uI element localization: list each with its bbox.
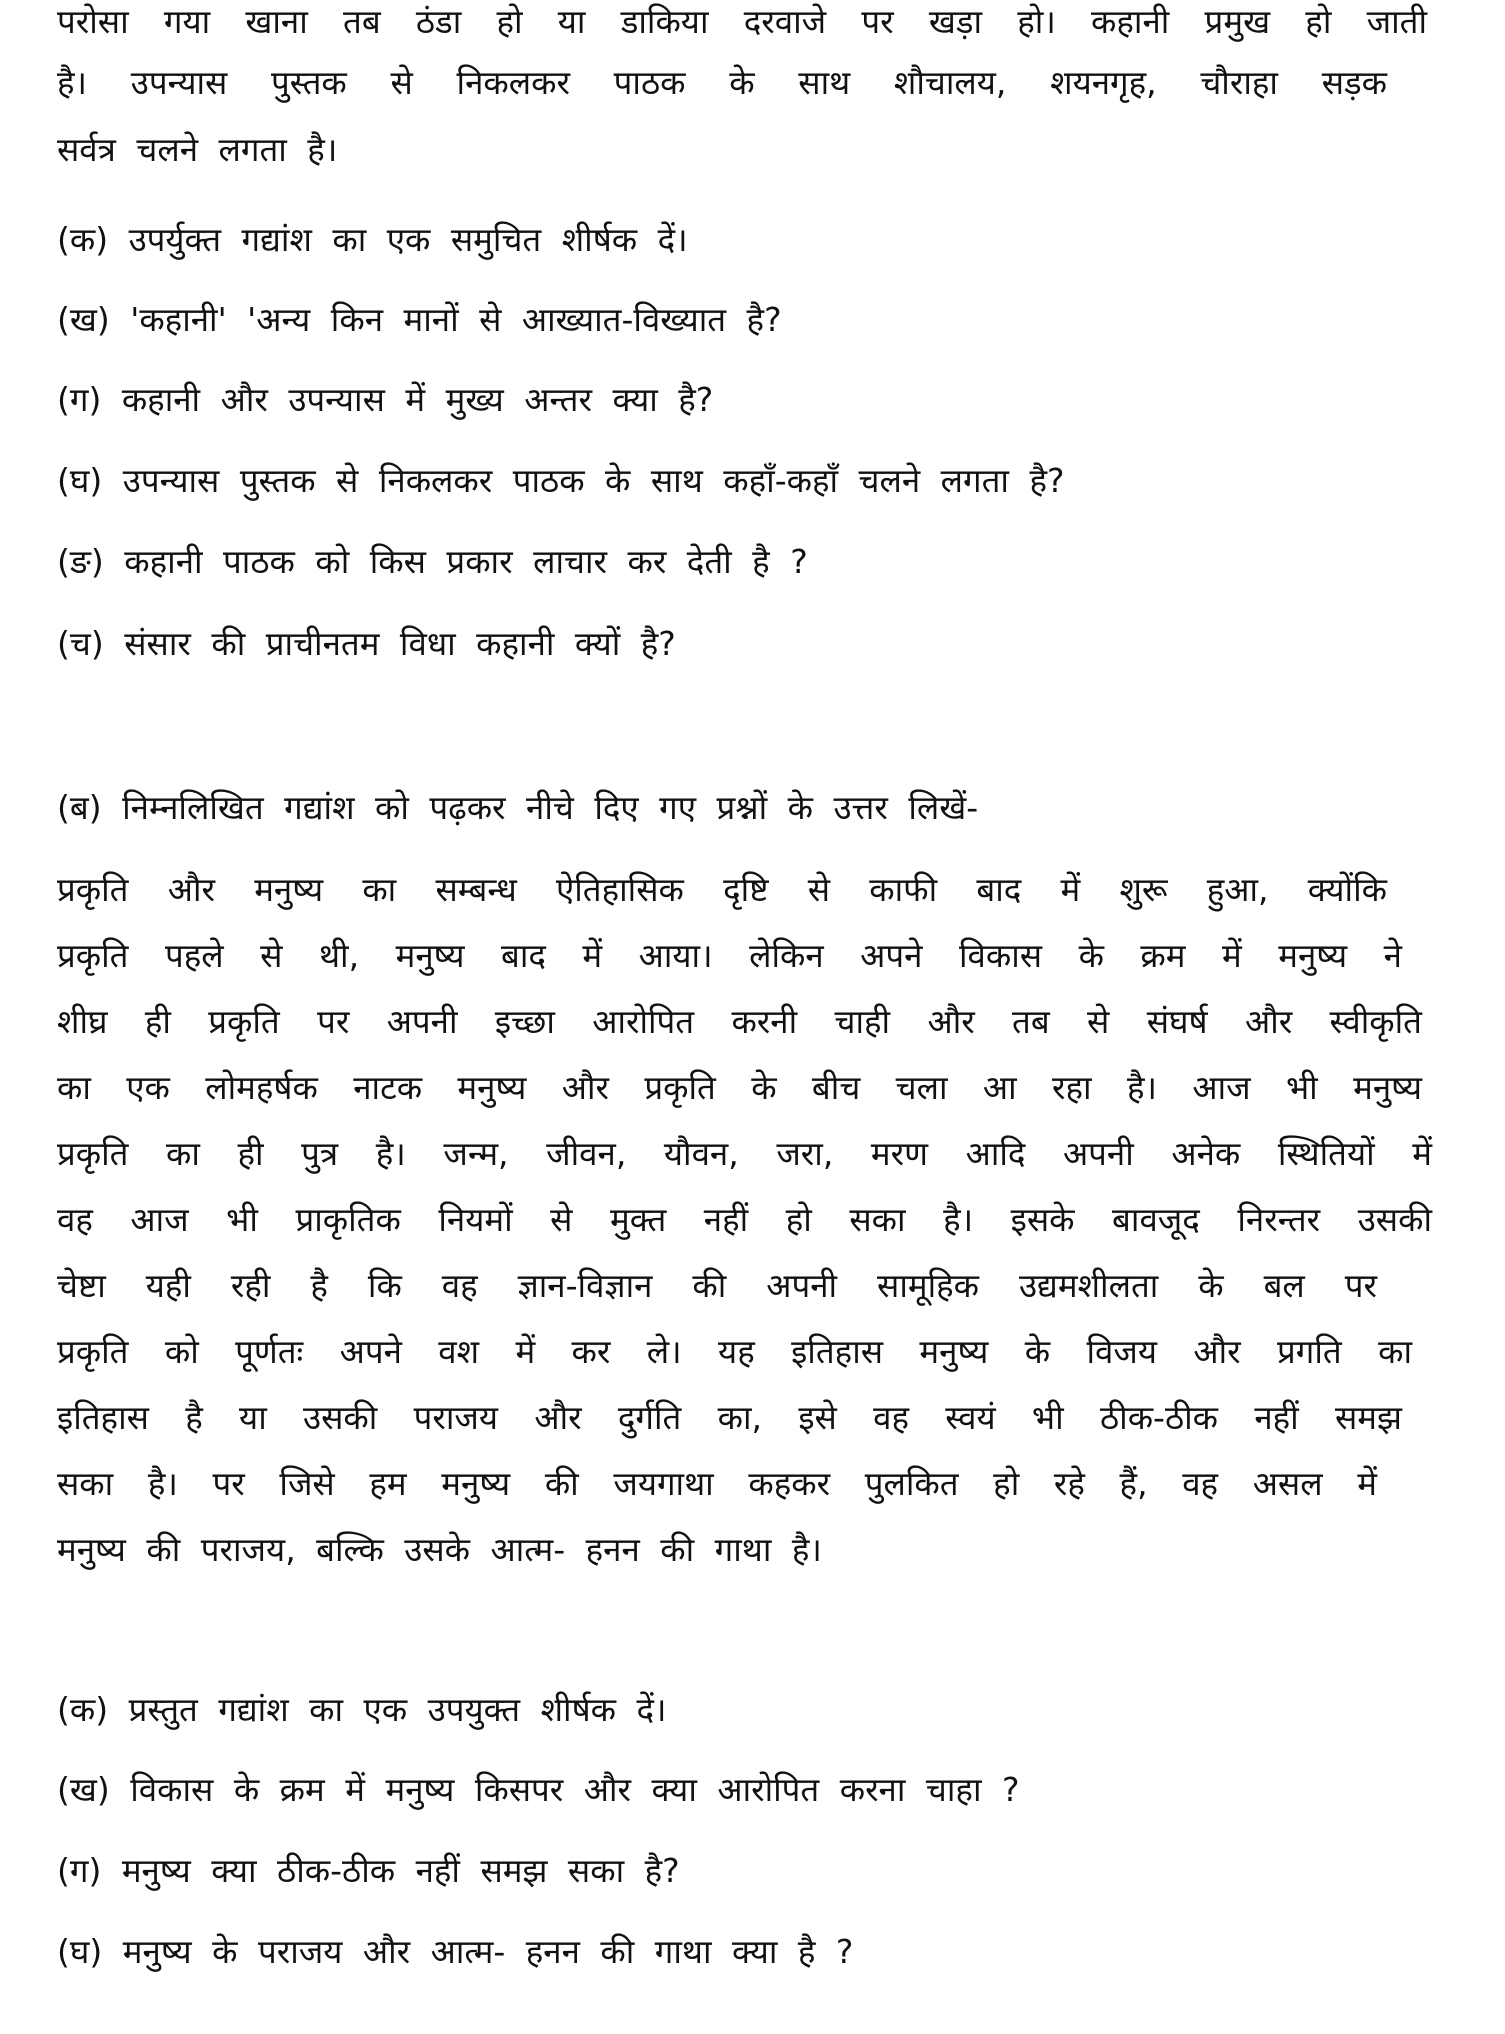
question-item: [57, 378, 713, 422]
question-text: मनुष्य क्या ठीक-ठीक नहीं समझ सका है?: [121, 1851, 680, 1890]
question-text: मनुष्य के पराजय और आत्म- हनन की गाथा क्या है ?: [122, 1932, 854, 1971]
passage-b-line: प्रकृति पहले से थी, मनुष्य बाद में आया। लेकिन अपने विकास के क्रम में मनुष्य ने: [57, 936, 1402, 975]
question-text: कहानी और उपन्यास में मुख्य अन्तर क्या है?: [121, 380, 714, 419]
passage-b-line: सका है। पर जिसे हम मनुष्य की जयगाथा कहकर पुलकित हो रहे हैं, वह असल में: [57, 1464, 1377, 1503]
passage-b-line: इतिहास है या उसकी पराजय और दुर्गति का, इसे वह स्वयं भी ठीक-ठीक नहीं समझ: [57, 1398, 1402, 1437]
passage-a-line: है। उपन्यास पुस्तक से निकलकर पाठक के साथ शौचालय, शयनगृह, चौराहा सड़क: [57, 63, 1387, 102]
passage-b-line: का एक लोमहर्षक नाटक मनुष्य और प्रकृति के बीच चला आ रहा है। आज भी मनुष्य: [57, 1068, 1422, 1107]
question-label: (ग): [57, 380, 102, 419]
question-label: (ख): [57, 300, 110, 339]
question-label: (ङ): [57, 542, 104, 581]
question-item: [57, 1688, 667, 1732]
question-label: (क): [57, 220, 109, 259]
question-text: संसार की प्राचीनतम विधा कहानी क्यों है?: [124, 624, 676, 663]
question-label: (च): [57, 624, 104, 663]
question-item: [57, 540, 808, 584]
question-text: प्रस्तुत गद्यांश का एक उपयुक्त शीर्षक दें।: [128, 1690, 667, 1729]
question-item: [57, 1768, 1020, 1812]
question-text: 'कहानी' 'अन्य किन मानों से आख्यात-विख्यात है?: [130, 300, 782, 339]
section-label: (ब): [57, 788, 102, 827]
question-item: [57, 459, 1065, 503]
question-label: (क): [57, 1690, 109, 1729]
passage-b-line: चेष्टा यही रही है कि वह ज्ञान-विज्ञान की अपनी सामूहिक उद्यमशीलता के बल पर: [57, 1266, 1377, 1305]
question-text: उपन्यास पुस्तक से निकलकर पाठक के साथ कहाँ-कहाँ चलने लगता है?: [122, 461, 1065, 500]
passage-b-line: मनुष्य की पराजय, बल्कि उसके आत्म- हनन की गाथा है।: [57, 1530, 822, 1569]
passage-b-line: प्रकृति का ही पुत्र है। जन्म, जीवन, यौवन, जरा, मरण आदि अपनी अनेक स्थितियों में: [57, 1134, 1432, 1173]
passage-b-line: प्रकृति को पूर्णतः अपने वश में कर ले। यह इतिहास मनुष्य के विजय और प्रगति का: [57, 1332, 1412, 1371]
passage-a-line: परोसा गया खाना तब ठंडा हो या डाकिया दरवाजे पर खड़ा हो। कहानी प्रमुख हो जाती: [57, 2, 1427, 41]
question-label: (ग): [57, 1851, 102, 1890]
question-text: उपर्युक्त गद्यांश का एक समुचित शीर्षक दें।: [128, 220, 688, 259]
question-text: कहानी पाठक को किस प्रकार लाचार कर देती है ?: [124, 542, 808, 581]
question-label: (घ): [57, 461, 103, 500]
question-text: विकास के क्रम में मनुष्य किसपर और क्या आरोपित करना चाहा ?: [130, 1770, 1020, 1809]
question-item: [57, 1849, 680, 1893]
passage-b-line: वह आज भी प्राकृतिक नियमों से मुक्त नहीं हो सका है। इसके बावजूद निरन्तर उसकी: [57, 1200, 1432, 1239]
section-heading-text: निम्नलिखित गद्यांश को पढ़कर नीचे दिए गए प्रश्नों के उत्तर लिखें-: [122, 788, 979, 827]
question-item: [57, 298, 782, 342]
question-item: [57, 1930, 853, 1974]
passage-b-line: प्रकृति और मनुष्य का सम्बन्ध ऐतिहासिक दृष्टि से काफी बाद में शुरू हुआ, क्योंकि: [57, 870, 1387, 909]
question-label: (घ): [57, 1932, 103, 1971]
section-b-heading: [57, 786, 978, 830]
question-label: (ख): [57, 1770, 110, 1809]
question-item: [57, 218, 688, 262]
question-item: [57, 622, 676, 666]
passage-a-line: सर्वत्र चलने लगता है।: [57, 130, 338, 169]
passage-b-line: शीघ्र ही प्रकृति पर अपनी इच्छा आरोपित करनी चाही और तब से संघर्ष और स्वीकृति: [57, 1002, 1422, 1041]
